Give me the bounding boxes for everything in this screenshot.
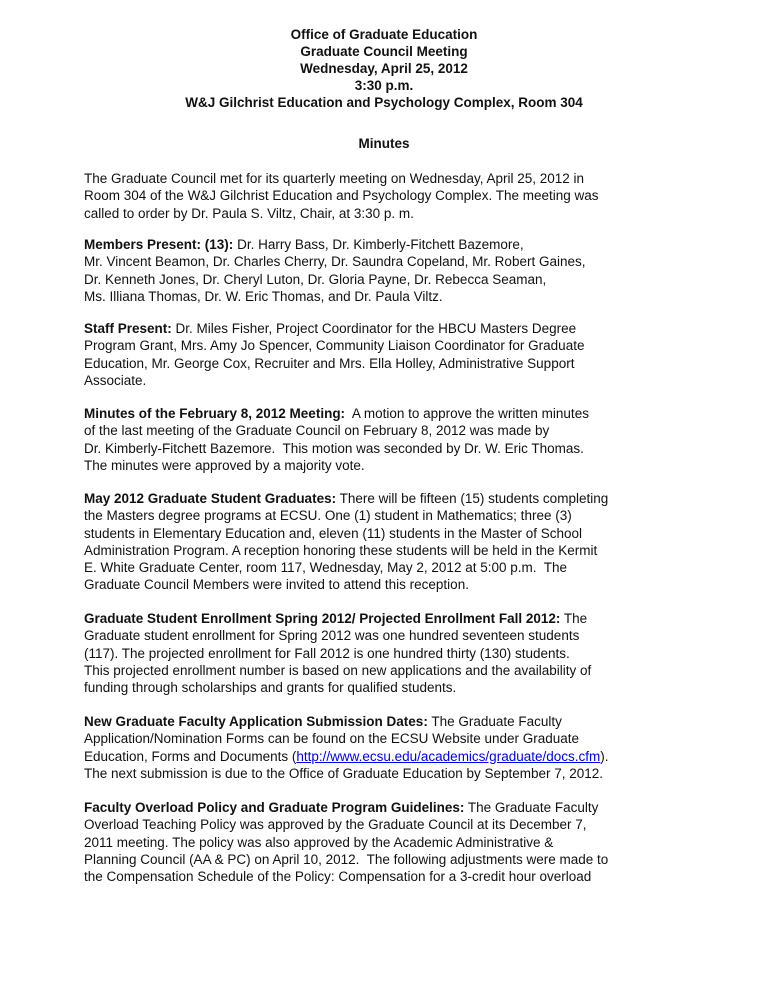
staff-heading: Staff Present: bbox=[84, 321, 172, 336]
text-fragment: Education, Forms and Documents ( bbox=[84, 748, 297, 764]
text-line: Room 304 of the W&J Gilchrist Education and Psychology Complex. The meeting was bbox=[84, 188, 599, 204]
header-date: Wednesday, April 25, 2012 bbox=[300, 61, 468, 76]
text-line: Associate. bbox=[84, 372, 147, 388]
enrollment-paragraph bbox=[84, 610, 734, 696]
text-line: Application/Nomination Forms can be found on the ECSU Website under Graduate bbox=[84, 731, 580, 747]
text-line: Planning Council (AA & PC) on April 10, 2012. The following adjustments were made to bbox=[84, 851, 609, 867]
header-time: 3:30 p.m. bbox=[354, 78, 414, 93]
text-line: The Graduate Faculty bbox=[427, 714, 562, 729]
overload-policy-paragraph bbox=[84, 799, 734, 885]
header-meeting: Graduate Council Meeting bbox=[300, 44, 468, 59]
text-line: There will be fifteen (15) students completing bbox=[336, 491, 609, 506]
graduates-heading: May 2012 Graduate Student Graduates: bbox=[84, 491, 337, 506]
text-line: The Graduate Faculty bbox=[464, 800, 599, 815]
text-line: (117). The projected enrollment for Fall 2012 is one hundred thirty (130) students. bbox=[84, 645, 570, 661]
text-line: of the last meeting of the Graduate Council on February 8, 2012 was made by bbox=[84, 423, 550, 439]
text-line: E. White Graduate Center, room 117, Wednesday, May 2, 2012 at 5:00 p.m. The bbox=[84, 560, 568, 576]
text-fragment: ). bbox=[600, 748, 609, 764]
text-line: 2011 meeting. The policy was also approved by the Academic Administrative & bbox=[84, 834, 554, 850]
text-line: Dr. Miles Fisher, Project Coordinator for the HBCU Masters Degree bbox=[171, 321, 577, 336]
text-line: Graduate Council Members were invited to attend this reception. bbox=[84, 577, 469, 593]
text-line: Education, Mr. George Cox, Recruiter and Mrs. Ella Holley, Administrative Support bbox=[84, 355, 575, 371]
members-present-paragraph bbox=[84, 236, 734, 305]
text-line: the Masters degree programs at ECSU. One (1) student in Mathematics; three (3) bbox=[84, 508, 572, 524]
text-line: Overload Teaching Policy was approved by the Graduate Council at its December 7, bbox=[84, 817, 587, 833]
text-line: The Graduate Council met for its quarterly meeting on Wednesday, April 25, 2012 in bbox=[84, 171, 585, 186]
text-line: The next submission is due to the Office of Graduate Education by September 7, 2012. bbox=[84, 765, 604, 781]
header-office: Office of Graduate Education bbox=[290, 27, 478, 42]
faculty-application-heading: New Graduate Faculty Application Submission Dates: bbox=[84, 714, 428, 729]
header-location: W&J Gilchrist Education and Psychology Complex, Room 304 bbox=[185, 95, 583, 110]
overload-policy-heading: Faculty Overload Policy and Graduate Program Guidelines: bbox=[84, 800, 465, 815]
text-line: Dr. Kenneth Jones, Dr. Cheryl Luton, Dr. Gloria Payne, Dr. Rebecca Seaman, bbox=[84, 271, 547, 287]
prior-minutes-paragraph bbox=[84, 405, 734, 474]
text-line: Graduate student enrollment for Spring 2012 was one hundred seventeen students bbox=[84, 628, 580, 644]
members-heading: Members Present: (13): bbox=[84, 237, 234, 252]
text-line: Dr. Harry Bass, Dr. Kimberly-Fitchett Bazemore, bbox=[233, 237, 524, 252]
faculty-application-paragraph bbox=[84, 713, 734, 782]
text-line: the Compensation Schedule of the Policy: Compensation for a 3-credit hour overload bbox=[84, 869, 592, 885]
text-line: Administration Program. A reception honoring these students will be held in the Kermit bbox=[84, 542, 598, 558]
prior-minutes-heading: Minutes of the February 8, 2012 Meeting: bbox=[84, 406, 346, 421]
text-line: The minutes were approved by a majority vote. bbox=[84, 457, 365, 473]
text-line: called to order by Dr. Paula S. Viltz, Chair, at 3:30 p. m. bbox=[84, 205, 414, 221]
text-line: Program Grant, Mrs. Amy Jo Spencer, Community Liaison Coordinator for Graduate bbox=[84, 338, 585, 354]
graduates-paragraph bbox=[84, 490, 734, 594]
document-header bbox=[0, 26, 768, 111]
text-line: funding through scholarships and grants for qualified students. bbox=[84, 680, 457, 696]
text-line: Dr. Kimberly-Fitchett Bazemore. This motion was seconded by Dr. W. Eric Thomas. bbox=[84, 440, 584, 456]
enrollment-heading: Graduate Student Enrollment Spring 2012/ Projected Enrollment Fall 2012: bbox=[84, 611, 561, 626]
section-title: Minutes bbox=[358, 136, 410, 151]
text-line: students in Elementary Education and, eleven (11) students in the Master of School bbox=[84, 525, 583, 541]
text-line: The bbox=[560, 611, 588, 626]
forms-documents-link[interactable]: http://www.ecsu.edu/academics/graduate/docs.cfm bbox=[296, 748, 601, 764]
text-line: This projected enrollment number is based on new applications and the availability of bbox=[84, 662, 592, 678]
text-line: Mr. Vincent Beamon, Dr. Charles Cherry, Dr. Saundra Copeland, Mr. Robert Gaines, bbox=[84, 254, 586, 270]
intro-paragraph bbox=[84, 170, 734, 222]
text-line: Ms. Illiana Thomas, Dr. W. Eric Thomas, and Dr. Paula Viltz. bbox=[84, 288, 443, 304]
staff-present-paragraph bbox=[84, 320, 734, 389]
text-line: A motion to approve the written minutes bbox=[345, 406, 589, 421]
